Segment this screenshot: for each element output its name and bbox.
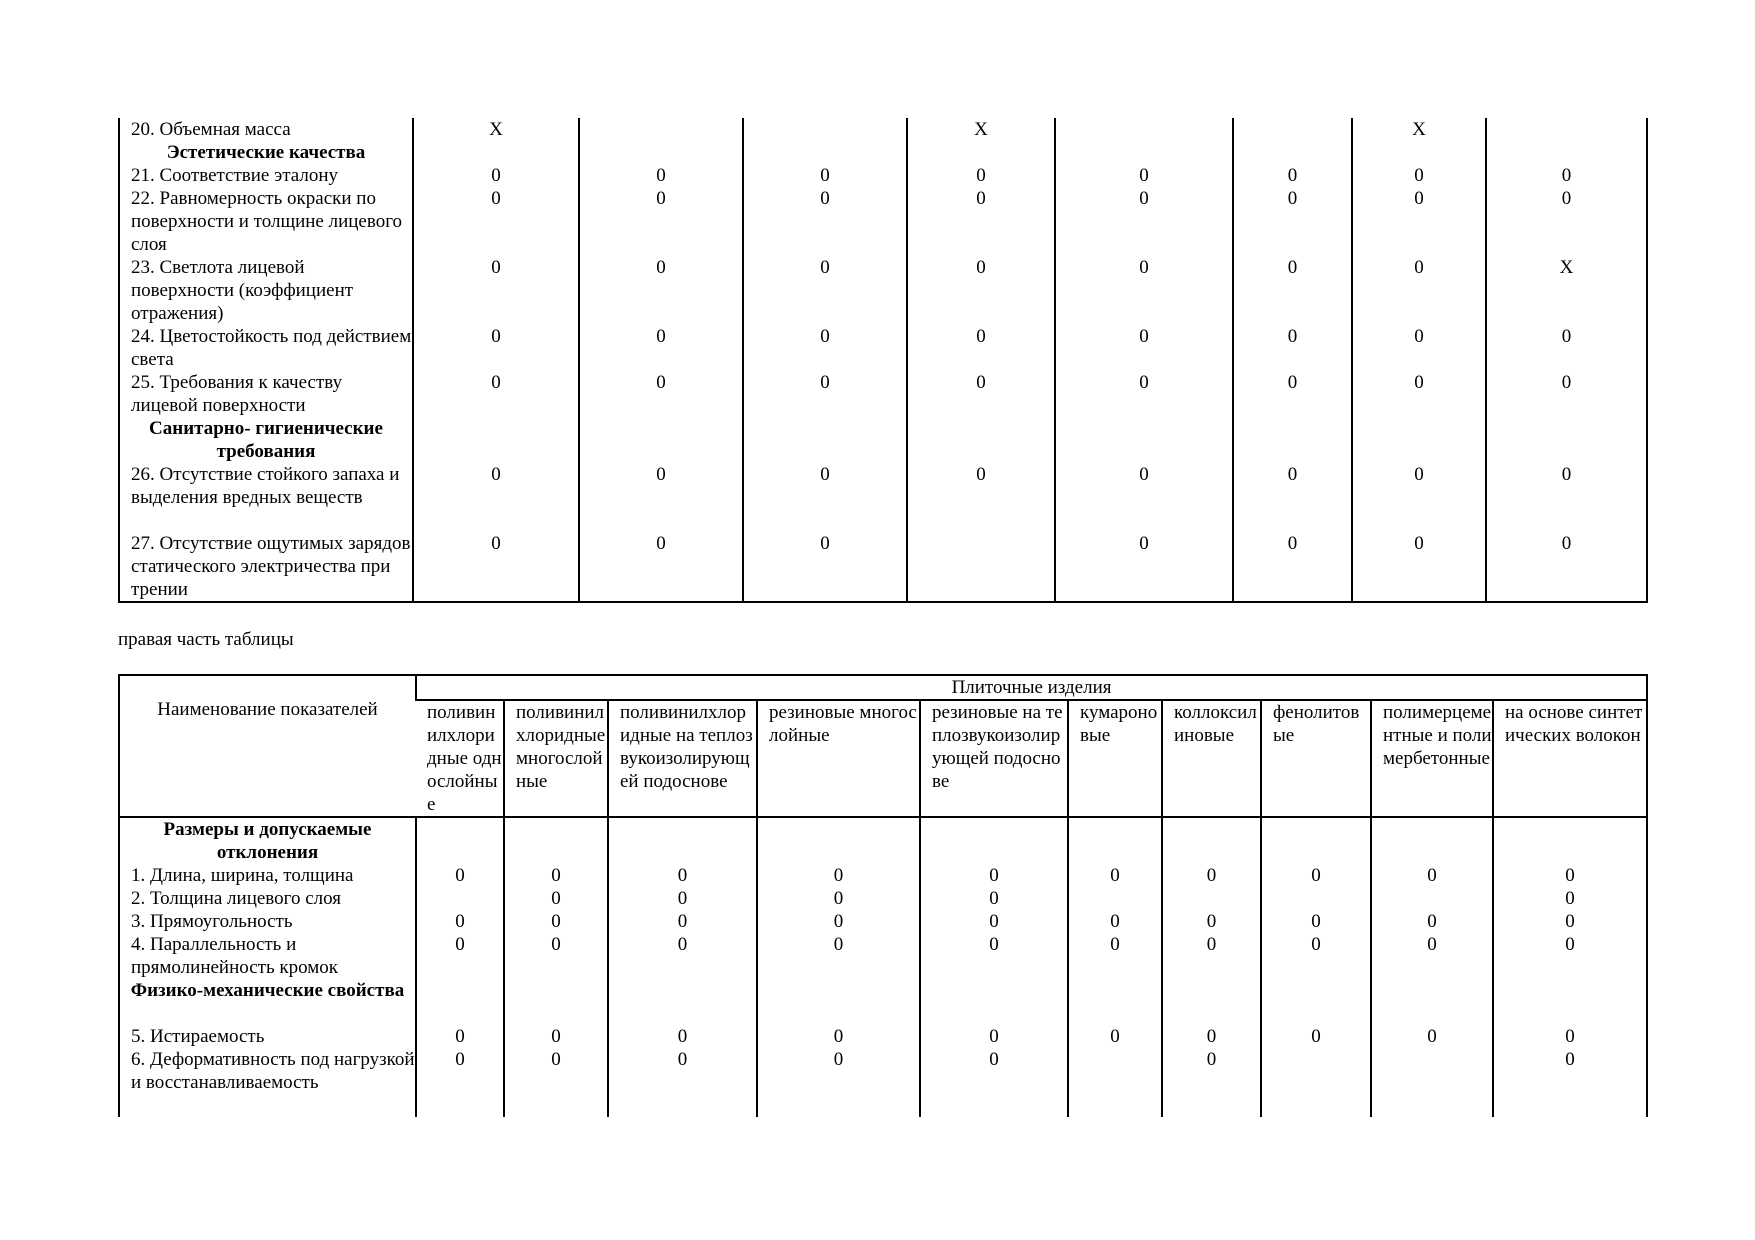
value-cell: 0 — [1068, 910, 1162, 933]
value-cell: 0 — [413, 463, 579, 532]
value-cell: 0 — [416, 933, 504, 979]
value-cell: 0 — [1371, 864, 1493, 887]
column-header: резиновые многослойные — [757, 700, 920, 817]
value-cell — [1233, 141, 1352, 164]
value-cell — [907, 532, 1055, 602]
value-cell — [1371, 817, 1493, 864]
table-row — [119, 1048, 1647, 1117]
value-cell — [1068, 817, 1162, 864]
value-cell: 0 — [907, 463, 1055, 532]
value-cell: 0 — [757, 910, 920, 933]
value-cell — [1162, 887, 1261, 910]
value-cell: 0 — [1486, 164, 1647, 187]
value-cell: 0 — [579, 164, 743, 187]
column-header: полимерцементные и полимербетонные — [1371, 700, 1493, 817]
value-cell: 0 — [608, 864, 757, 887]
column-header: кумароновые — [1068, 700, 1162, 817]
value-cell — [1371, 979, 1493, 1025]
value-cell: 0 — [757, 933, 920, 979]
value-cell: 0 — [1055, 532, 1233, 602]
value-cell: 0 — [1352, 463, 1486, 532]
value-cell: 0 — [608, 933, 757, 979]
table-row — [119, 164, 1647, 187]
value-cell: 0 — [1233, 463, 1352, 532]
value-cell: 0 — [413, 371, 579, 417]
value-cell — [743, 118, 907, 141]
value-cell: 0 — [743, 164, 907, 187]
value-cell: 0 — [1352, 187, 1486, 256]
table-row — [119, 910, 1647, 933]
column-header: на основе синтетических волокон — [1493, 700, 1647, 817]
value-cell: 0 — [579, 325, 743, 371]
value-cell — [1352, 417, 1486, 463]
value-cell: 0 — [757, 864, 920, 887]
value-cell: 0 — [1261, 910, 1371, 933]
value-cell: 0 — [1493, 1048, 1647, 1117]
value-cell: 0 — [757, 887, 920, 910]
value-cell: 0 — [757, 1048, 920, 1117]
value-cell: 0 — [1261, 864, 1371, 887]
value-cell — [579, 118, 743, 141]
indicator-name: 24. Цветостойкость под действием света — [131, 326, 412, 370]
value-cell — [504, 979, 608, 1025]
value-cell: 0 — [1371, 910, 1493, 933]
value-cell: 0 — [1162, 910, 1261, 933]
value-cell: 0 — [1162, 1025, 1261, 1048]
value-cell — [1371, 1048, 1493, 1117]
indicators-table-right-part — [118, 674, 1648, 1117]
value-cell: 0 — [1233, 532, 1352, 602]
value-cell: 0 — [1371, 933, 1493, 979]
value-cell: 0 — [1352, 164, 1486, 187]
value-cell: X — [907, 118, 1055, 141]
section-heading: Санитарно- гигиенические требования — [149, 418, 383, 462]
value-cell: 0 — [504, 864, 608, 887]
value-cell: 0 — [579, 532, 743, 602]
value-cell: 0 — [1352, 371, 1486, 417]
value-cell — [608, 817, 757, 864]
table-row — [119, 371, 1647, 417]
value-cell: 0 — [1486, 463, 1647, 532]
value-cell: 0 — [1055, 256, 1233, 325]
value-cell: 0 — [504, 1025, 608, 1048]
section-heading: Размеры и допускаемые отклонения — [163, 819, 372, 863]
indicator-name: 23. Светлота лицевой поверхности (коэффициент отражения) — [131, 257, 354, 324]
value-cell — [757, 817, 920, 864]
value-cell — [413, 141, 579, 164]
value-cell — [1261, 979, 1371, 1025]
value-cell — [1261, 1048, 1371, 1117]
value-cell: 0 — [920, 864, 1068, 887]
value-cell: 0 — [504, 933, 608, 979]
value-cell: 0 — [743, 187, 907, 256]
indicator-name: 25. Требования к качеству лицевой поверхности — [131, 372, 343, 416]
value-cell: 0 — [1068, 864, 1162, 887]
value-cell: 0 — [413, 256, 579, 325]
value-cell: 0 — [1493, 1025, 1647, 1048]
name-column-header: Наименование показателей — [119, 675, 416, 817]
value-cell: X — [1352, 118, 1486, 141]
value-cell — [1055, 141, 1233, 164]
value-cell — [1162, 979, 1261, 1025]
table-row — [119, 417, 1647, 463]
value-cell: 0 — [1486, 325, 1647, 371]
table-row — [119, 256, 1647, 325]
value-cell: 0 — [1493, 933, 1647, 979]
indicator-name: 22. Равномерность окраски по поверхности и толщине лицевого слоя — [131, 188, 403, 255]
table-row — [119, 887, 1647, 910]
value-cell: 0 — [1233, 256, 1352, 325]
value-cell: 0 — [1233, 187, 1352, 256]
value-cell: 0 — [504, 910, 608, 933]
value-cell: 0 — [1371, 1025, 1493, 1048]
value-cell — [1162, 817, 1261, 864]
value-cell — [920, 817, 1068, 864]
value-cell — [1486, 118, 1647, 141]
indicator-name: 21. Соответствие эталону — [131, 165, 339, 186]
value-cell: 0 — [1162, 1048, 1261, 1117]
value-cell: 0 — [413, 325, 579, 371]
value-cell: 0 — [920, 933, 1068, 979]
value-cell — [1371, 887, 1493, 910]
indicator-name: 26. Отсутствие стойкого запаха и выделения вредных веществ — [131, 464, 400, 508]
value-cell: 0 — [1162, 864, 1261, 887]
value-cell — [416, 817, 504, 864]
value-cell: 0 — [608, 887, 757, 910]
value-cell: 0 — [907, 164, 1055, 187]
table-row — [119, 933, 1647, 979]
value-cell: 0 — [907, 256, 1055, 325]
column-header: коллоксилиновые — [1162, 700, 1261, 817]
value-cell: 0 — [504, 887, 608, 910]
value-cell — [1055, 118, 1233, 141]
value-cell: 0 — [416, 864, 504, 887]
value-cell: 0 — [416, 910, 504, 933]
column-header: поливинилхлоридные многослойные — [504, 700, 608, 817]
table-row — [119, 864, 1647, 887]
indicator-name: 5. Истираемость — [131, 1026, 265, 1047]
value-cell: 0 — [1352, 532, 1486, 602]
value-cell: 0 — [608, 1048, 757, 1117]
value-cell — [579, 417, 743, 463]
column-header: поливинилхлоридные на теплозвукоизолирующей подоснове — [608, 700, 757, 817]
value-cell — [1233, 118, 1352, 141]
value-cell: 0 — [743, 532, 907, 602]
value-cell — [1486, 141, 1647, 164]
value-cell — [1261, 817, 1371, 864]
table-row — [119, 532, 1647, 602]
indicator-name: 3. Прямоугольность — [131, 911, 293, 932]
column-header: фенолитовые — [1261, 700, 1371, 817]
value-cell: 0 — [907, 187, 1055, 256]
value-cell — [1493, 979, 1647, 1025]
value-cell: 0 — [416, 1025, 504, 1048]
indicator-name: 20. Объемная масса — [131, 119, 291, 140]
column-header: резиновые на теплозвукоизолирующей подоснове — [920, 700, 1068, 817]
value-cell: 0 — [579, 463, 743, 532]
table-row — [119, 325, 1647, 371]
value-cell: 0 — [416, 1048, 504, 1117]
value-cell: 0 — [1055, 325, 1233, 371]
value-cell: 0 — [504, 1048, 608, 1117]
value-cell: 0 — [907, 371, 1055, 417]
value-cell — [1055, 417, 1233, 463]
value-cell: 0 — [1493, 887, 1647, 910]
value-cell: 0 — [413, 164, 579, 187]
value-cell: 0 — [1486, 187, 1647, 256]
value-cell — [416, 979, 504, 1025]
value-cell: 0 — [1233, 371, 1352, 417]
value-cell: 0 — [1068, 1025, 1162, 1048]
value-cell: 0 — [579, 187, 743, 256]
value-cell: 0 — [743, 371, 907, 417]
value-cell: 0 — [743, 463, 907, 532]
indicator-name: 2. Толщина лицевого слоя — [131, 888, 342, 909]
value-cell: 0 — [907, 325, 1055, 371]
table-row — [119, 141, 1647, 164]
value-cell — [608, 979, 757, 1025]
value-cell: X — [1486, 256, 1647, 325]
value-cell: 0 — [413, 532, 579, 602]
table-row — [119, 1025, 1647, 1048]
value-cell: 0 — [920, 1025, 1068, 1048]
value-cell — [1068, 887, 1162, 910]
value-cell: 0 — [608, 1025, 757, 1048]
value-cell — [413, 417, 579, 463]
indicator-name: 4. Параллельность и прямолинейность кромок — [131, 934, 339, 978]
value-cell — [1493, 817, 1647, 864]
value-cell: 0 — [743, 325, 907, 371]
value-cell — [920, 979, 1068, 1025]
value-cell: 0 — [413, 187, 579, 256]
value-cell — [743, 417, 907, 463]
value-cell: 0 — [920, 910, 1068, 933]
value-cell — [1233, 417, 1352, 463]
value-cell: 0 — [757, 1025, 920, 1048]
value-cell: 0 — [1486, 532, 1647, 602]
section-heading: Физико-механические свойства — [130, 980, 405, 1001]
value-cell: 0 — [1068, 933, 1162, 979]
value-cell: 0 — [1261, 1025, 1371, 1048]
value-cell: 0 — [1233, 164, 1352, 187]
table-row — [119, 118, 1647, 141]
value-cell: 0 — [920, 887, 1068, 910]
value-cell — [1068, 1048, 1162, 1117]
indicator-name: 27. Отсутствие ощутимых зарядов статического электричества при трении — [131, 533, 411, 600]
value-cell: 0 — [1055, 371, 1233, 417]
value-cell — [907, 417, 1055, 463]
value-cell — [416, 887, 504, 910]
value-cell: 0 — [1352, 325, 1486, 371]
value-cell: 0 — [1162, 933, 1261, 979]
value-cell — [579, 141, 743, 164]
value-cell: 0 — [920, 1048, 1068, 1117]
value-cell: X — [413, 118, 579, 141]
table-row — [119, 187, 1647, 256]
table-row — [119, 817, 1647, 864]
table-caption: правая часть таблицы — [118, 629, 294, 650]
section-heading: Эстетические качества — [166, 142, 366, 163]
value-cell: 0 — [1493, 910, 1647, 933]
table-header-row — [119, 675, 1647, 700]
value-cell — [743, 141, 907, 164]
value-cell: 0 — [608, 910, 757, 933]
column-header: поливинилхлоридные однослойные — [416, 700, 504, 817]
value-cell — [1068, 979, 1162, 1025]
value-cell: 0 — [1261, 933, 1371, 979]
indicator-name: 6. Деформативность под нагрузкой и восстанавливаемость — [131, 1049, 415, 1093]
value-cell: 0 — [1493, 864, 1647, 887]
value-cell — [504, 817, 608, 864]
group-header: Плиточные изделия — [416, 675, 1647, 700]
value-cell: 0 — [1055, 463, 1233, 532]
value-cell: 0 — [1352, 256, 1486, 325]
value-cell: 0 — [1486, 371, 1647, 417]
table-row — [119, 463, 1647, 532]
value-cell — [1261, 887, 1371, 910]
value-cell: 0 — [579, 371, 743, 417]
table-row — [119, 979, 1647, 1025]
value-cell — [1486, 417, 1647, 463]
value-cell: 0 — [579, 256, 743, 325]
indicators-table-left-part — [118, 118, 1648, 603]
value-cell: 0 — [1055, 187, 1233, 256]
value-cell — [1352, 141, 1486, 164]
value-cell — [757, 979, 920, 1025]
value-cell — [907, 141, 1055, 164]
value-cell: 0 — [1233, 325, 1352, 371]
indicator-name: 1. Длина, ширина, толщина — [131, 865, 354, 886]
value-cell: 0 — [743, 256, 907, 325]
value-cell: 0 — [1055, 164, 1233, 187]
